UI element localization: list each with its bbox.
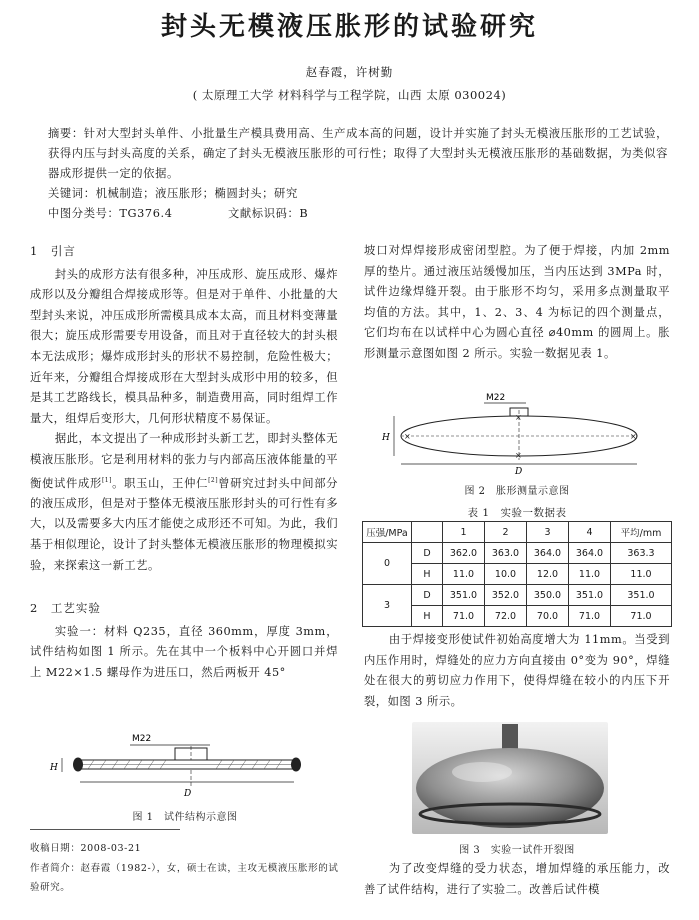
- classification-line: [48, 204, 668, 224]
- table-cell-label: D: [412, 585, 443, 606]
- right-column-top: [364, 241, 670, 365]
- section2-paragraph1: 实验一：材料 Q235，直径 360mm，厚度 3mm，试件结构如图 1 所示。先在其中一个板料中心开圆口并焊上 M22×1.5 螺母作为进压口，然后两板开 45°: [30, 624, 338, 680]
- section1-p2-start: 据此，本文提出了一种成形封头新工艺，即封头整体无模液压胀形。它是利用材料的张力与内部高压液体能量的平衡使试件成形: [30, 432, 338, 490]
- received-date: 收稿日期：2008-03-21: [30, 843, 142, 854]
- paper-affiliation: ( 太原理工大学 材料科学与工程学院，山西 太原 030024): [192, 88, 507, 102]
- fig1-label-h: H: [50, 763, 58, 773]
- right-column-middle: [364, 630, 670, 712]
- table-cell-label: H: [412, 606, 443, 627]
- table-cell-label: D: [412, 543, 443, 564]
- paper-title: 封头无模液压胀形的试验研究: [160, 12, 538, 42]
- table-cell: 72.0: [485, 606, 527, 627]
- table-header-blank: [412, 522, 443, 543]
- section1-p2-mid: 。职玉山，王仲仁: [111, 476, 209, 490]
- svg-text:×: ×: [630, 432, 637, 441]
- fig2-label-m22: M22: [486, 393, 506, 403]
- figure3-photo: [412, 722, 608, 834]
- fig2-label-h: H: [382, 433, 390, 443]
- fig2-label-d: D: [515, 467, 523, 476]
- table-header-point1: 1: [443, 522, 485, 543]
- table-cell: 362.0: [443, 543, 485, 564]
- footnote-block: [30, 838, 345, 897]
- table-header-point4: 4: [569, 522, 611, 543]
- table-cell: 12.0: [527, 564, 569, 585]
- footnote-rule: [30, 829, 180, 830]
- table-cell: 70.0: [527, 606, 569, 627]
- table1: [362, 521, 672, 627]
- section1-paragraph1: 封头的成形方法有很多种，冲压成形、旋压成形、爆炸成形以及分瓣组合焊接成形等。但是对于单件、小批量的大型封头来说，冲压成形所需模具成本太高，而且材料变薄量很大；旋压成形需要专用设备，而且对于直径较大的封头根本无法成形；爆炸成形封头的形状不易控制，危险性极大；近年来，分瓣组合焊接成形在大型封头成形中用的较多，但是其工艺路线长，模具品种多，制造费用高，同时组焊工作量大，组焊后变形大，几何形状精度不易保证。: [30, 267, 338, 425]
- figure2-caption: 图 2 胀形测量示意图: [464, 486, 570, 497]
- section1-p2-end: 曾研究过封头中间部分的液压成形，但是对于整体无模液压胀形封头的可行性有多大，以及需要多大内压才能使之成形还不可知。为此，我们基于相似理论，设计了封头整体无模液压胀形的物理模拟实验，来探索这一新工艺。: [30, 476, 338, 572]
- table-cell: 351.0: [443, 585, 485, 606]
- table1-header-row: [363, 522, 672, 543]
- left-column: [30, 241, 338, 684]
- fig3-dome: [416, 748, 604, 828]
- table-header-average: 平均/mm: [611, 522, 672, 543]
- table-cell: 364.0: [569, 543, 611, 564]
- table-cell-label: H: [412, 564, 443, 585]
- table-cell: 363.3: [611, 543, 672, 564]
- table-cell: 351.0: [569, 585, 611, 606]
- right-column-bottom: [364, 859, 670, 900]
- fig1-label-d: D: [184, 789, 192, 799]
- right-paragraph1: 坡口对焊焊接形成密闭型腔。为了便于焊接，内加 2mm 厚的垫片。通过液压站缓慢加压，当内压达到 3MPa 时，试件边缘焊缝开裂。由于胀形不均匀，采用多点测量取平均值的方法。其中，1、2、3、4 为标记的四个测量点，它们均布在以试样中心为圆心直径 ⌀40mm 的圆周上。胀形测量示意图如图 2 所示。实验一数据见表 1。: [364, 244, 670, 360]
- table-cell: 363.0: [485, 543, 527, 564]
- table-cell: 10.0: [485, 564, 527, 585]
- fig3-inlet-pipe: [502, 724, 518, 750]
- svg-text:×: ×: [404, 432, 411, 441]
- table-header-pressure: 压强/MPa: [363, 522, 412, 543]
- keywords: 关键词：机械制造；液压胀形；椭圆封头；研究: [48, 187, 298, 200]
- table-header-point3: 3: [527, 522, 569, 543]
- svg-text:×: ×: [515, 413, 522, 422]
- fig1-weld-right: [291, 758, 301, 772]
- table-cell: 350.0: [527, 585, 569, 606]
- table-header-point2: 2: [485, 522, 527, 543]
- table-cell-pressure: 0: [363, 543, 412, 585]
- table-cell: 11.0: [611, 564, 672, 585]
- fig1-label-m22: M22: [132, 734, 152, 744]
- svg-text:×: ×: [515, 451, 522, 460]
- right-paragraph3: 为了改变焊缝的受力状态，增加焊缝的承压能力，改善了试件结构，进行了实验二。改善后试件模: [364, 862, 670, 896]
- reference-2: [2]: [208, 476, 219, 484]
- abstract-block: [48, 124, 668, 224]
- table-row: [363, 585, 672, 606]
- figure1-caption: 图 1 试件结构示意图: [132, 812, 238, 823]
- reference-1: [1]: [101, 476, 112, 484]
- clc-number: 中图分类号：TG376.4: [48, 207, 173, 220]
- fig1-weld-left: [73, 758, 83, 772]
- table-cell: 11.0: [569, 564, 611, 585]
- figure2-diagram: [376, 390, 656, 476]
- table-cell: 71.0: [569, 606, 611, 627]
- fig3-highlight: [452, 762, 512, 782]
- table-cell: 364.0: [527, 543, 569, 564]
- table-row: [363, 543, 672, 564]
- table-cell-pressure: 3: [363, 585, 412, 627]
- author-bio: 作者简介：赵春霞（1982-），女，硕士在读，主攻无模液压胀形的试验研究。: [30, 863, 339, 893]
- section1-paragraph2: [30, 429, 338, 576]
- section1-heading: 1 引言: [30, 244, 76, 258]
- abstract-text: 摘要：针对大型封头单件、小批量生产模具费用高、生产成本高的问题，设计并实施了封头无模液压胀形的工艺试验，获得内压与封头高度的关系，确定了封头无模液压胀形的可行性；取得了大型封头无模液压胀形的基础数据，为类似容器成形提供一定的依据。: [48, 127, 668, 180]
- section2-heading: 2 工艺实验: [30, 601, 101, 616]
- paper-authors: 赵春霞，许树勤: [305, 65, 394, 79]
- figure3-caption: 图 3 实验一试件开裂图: [459, 845, 575, 856]
- table-cell: 71.0: [611, 606, 672, 627]
- table-cell: 71.0: [443, 606, 485, 627]
- document-code: 文献标识码：B: [228, 207, 309, 220]
- figure1-diagram: [40, 728, 330, 808]
- right-paragraph2: 由于焊接变形使试件初始高度增大为 11mm。当受到内压作用时，焊缝处的应力方向直接由 0°变为 90°，焊缝处在很大的剪切应力作用下，使得焊缝在较小的内压下开裂，如图 3 所示。: [364, 633, 670, 708]
- table-cell: 11.0: [443, 564, 485, 585]
- table-cell: 352.0: [485, 585, 527, 606]
- table1-title: 表 1 实验一数据表: [467, 507, 567, 519]
- table-cell: 351.0: [611, 585, 672, 606]
